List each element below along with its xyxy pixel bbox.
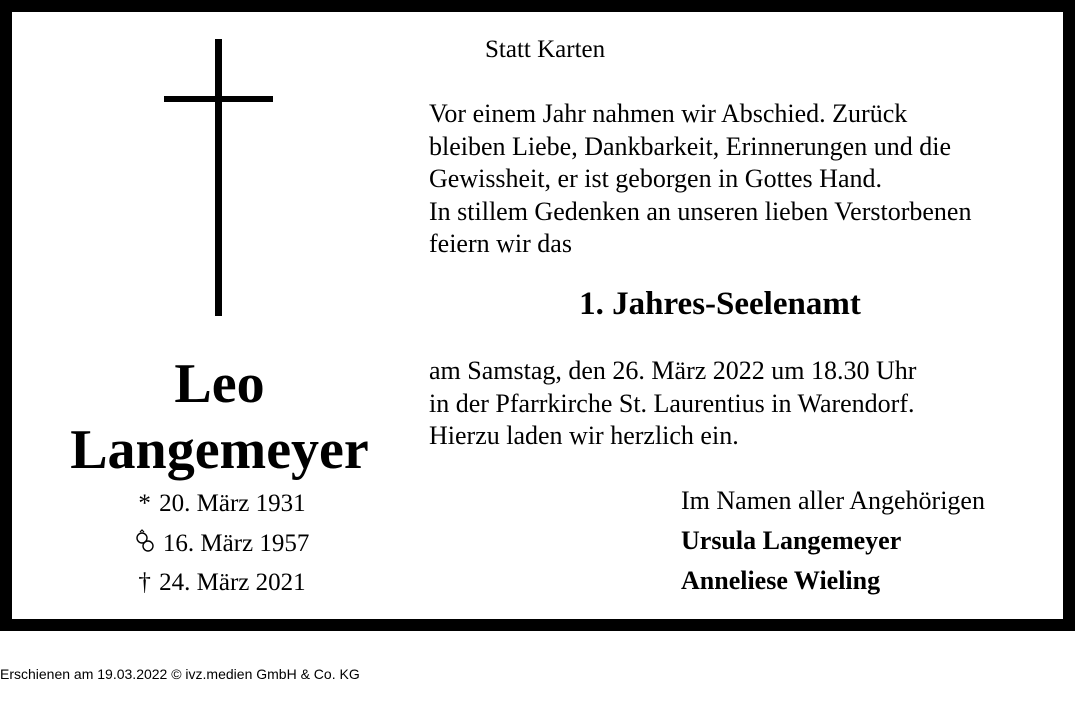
birth-date: 20. März 1931 (159, 490, 306, 517)
deceased-first-name: Leo (174, 353, 265, 415)
death-date-line (112, 568, 332, 598)
wedding-date-line (112, 529, 332, 559)
details-line: Hierzu laden wir herzlich ein. (429, 421, 739, 450)
intro-line: Vor einem Jahr nahmen wir Abschied. Zurück (429, 99, 908, 128)
mass-heading: 1. Jahres-Seelenamt (579, 286, 861, 322)
publication-footer: Erschienen am 19.03.2022 © ivz.medien GmbH & Co. KG (0, 666, 360, 682)
signature-name: Anneliese Wieling (681, 566, 881, 595)
details-line: am Samstag, den 26. März 2022 um 18.30 Uhr (429, 356, 917, 385)
intro-line: Gewissheit, er ist geborgen in Gottes Hand. (429, 164, 882, 193)
wedding-rings-icon (135, 529, 155, 555)
notice-card (12, 12, 1063, 619)
cross-icon-bar (164, 96, 273, 102)
intro-line: In stillem Gedenken an unseren lieben Verstorbenen (429, 196, 972, 226)
intro-line: feiern wir das (429, 229, 572, 258)
intro-paragraph (429, 98, 971, 261)
details-paragraph (429, 355, 916, 453)
death-date: 24. März 2021 (159, 569, 306, 596)
death-cross-icon: † (138, 569, 151, 596)
details-line: in der Pfarrkirche St. Laurentius in Warendorf. (429, 388, 915, 418)
birth-star-icon: * (138, 490, 151, 517)
intro-line: bleiben Liebe, Dankbarkeit, Erinnerungen und die (429, 131, 951, 161)
birth-date-line (112, 489, 332, 519)
statt-karten: Statt Karten (485, 36, 606, 63)
wedding-date: 16. März 1957 (162, 530, 310, 557)
signature-intro: Im Namen aller Angehörigen (681, 486, 985, 515)
signature-name: Ursula Langemeyer (681, 526, 902, 555)
deceased-last-name: Langemeyer (70, 419, 369, 481)
cross-icon (215, 39, 222, 316)
